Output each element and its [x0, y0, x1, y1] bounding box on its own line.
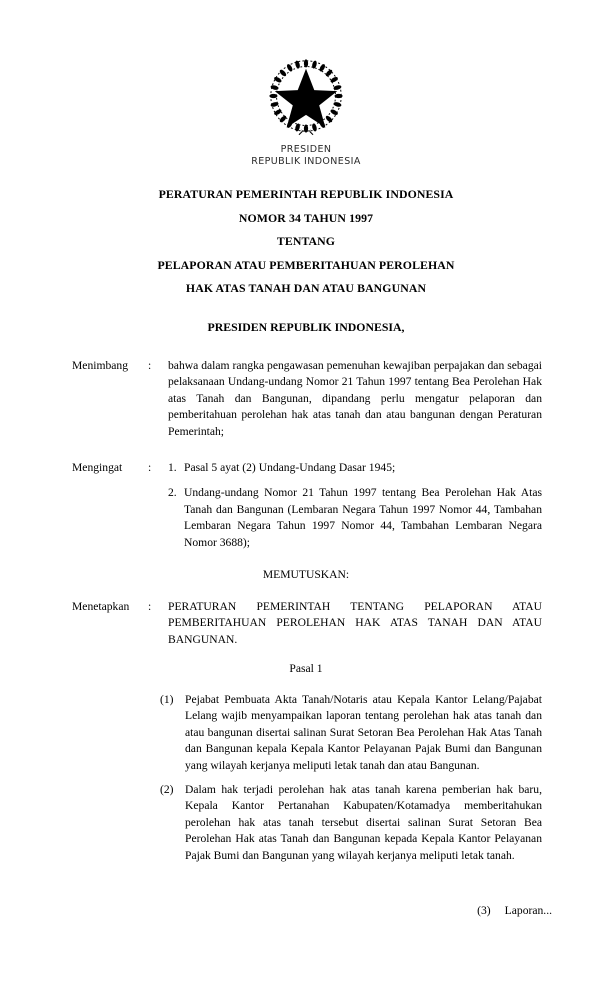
- emblem-caption-line2: REPUBLIK INDONESIA: [251, 156, 361, 167]
- menetapkan-label: Menetapkan: [72, 600, 130, 613]
- pasal-heading: Pasal 1: [289, 662, 323, 675]
- menetapkan-colon: :: [148, 600, 152, 613]
- title-line-5: HAK ATAS TANAH DAN ATAU BANGUNAN: [185, 281, 427, 295]
- menimbang-colon: :: [148, 359, 152, 372]
- mengingat-item-text: Undang-undang Nomor 21 Tahun 1997 tentang Bea Perolehan Hak Atas Tanah dan Bangunan (Lembaran Negara Tahun 1997 Nomor 44, Tambahan Lembaran Negara Tahun 1997 Nomor 44, Tambahan Lembaran Negara Nomor 3688);: [184, 486, 542, 549]
- mengingat-colon: :: [148, 461, 152, 474]
- menetapkan-text: PERATURAN PEMERINTAH TENTANG PELAPORAN ATAU PEMBERITAHUAN PEROLEHAN HAK ATAS TANAH DAN ATAU BANGUNAN.: [168, 600, 542, 646]
- title-line-3: TENTANG: [276, 234, 336, 248]
- menimbang-label: Menimbang: [72, 359, 129, 372]
- pasal-1-paragraph-list: [160, 692, 542, 872]
- title-line-1: PERATURAN PEMERINTAH REPUBLIK INDONESIA: [158, 187, 454, 201]
- title-line-2: NOMOR 34 TAHUN 1997: [238, 210, 374, 225]
- mengingat-item-marker: 1.: [168, 461, 177, 474]
- title-line-4: PELAPORAN ATAU PEMBERITAHUAN PEROLEHAN: [157, 257, 455, 272]
- emblem-caption: [0, 144, 612, 168]
- pasal-paragraph-marker: (1): [160, 693, 174, 706]
- garuda-star-wreath-icon: [262, 52, 350, 140]
- pasal-paragraph-text: Pejabat Pembuata Akta Tanah/Notaris atau Kepala Kantor Lelang/Pajabat Lelang wajib menyampaikan laporan tentang perolehan hak atas tanah dan atau bangunan disertai salinan Surat Setoran Bea Perolehan Hak Atas Tanah dan Bangunan kepala Kepala Kantor Pelayanan Pajak Bumi dan Bangunan yang wilayah kerjanya meliputi letak tanah dan atau Bangunan.: [185, 693, 542, 772]
- pasal-paragraph: [160, 692, 542, 774]
- footer-catchword-text: Laporan...: [504, 904, 552, 917]
- footer-catchword: [0, 904, 552, 917]
- mengingat-item-text: Pasal 5 ayat (2) Undang-Undang Dasar 1945;: [184, 461, 396, 474]
- mengingat-label: Mengingat: [72, 461, 123, 474]
- pasal-paragraph-text: Dalam hak terjadi perolehan hak atas tanah karena pemberian hak baru, Kepala Kantor Pertanahan Kabupaten/Kotamadya memberitahukan perolehan hak atas tanah tersebut disertai salinan Surat Setoran Bea Perolehan Hak atas Tanah dan Bangunan kepada Kepala Kantor Pelayanan Pajak Bumi dan Bangunan yang wilayah kerjanya meliputi letak tanah.: [185, 783, 542, 862]
- pasal-paragraph-marker: (2): [160, 783, 174, 797]
- menetapkan-clause: [72, 599, 542, 648]
- mengingat-clause: [72, 460, 542, 551]
- mengingat-item: [168, 460, 542, 476]
- presidential-emblem-block: [0, 52, 612, 168]
- mengingat-list: [168, 460, 542, 551]
- emblem-caption-line1: PRESIDEN: [280, 144, 332, 155]
- menimbang-clause: [72, 358, 542, 440]
- menimbang-text: bahwa dalam rangka pengawasan pemenuhan kewajiban perpajakan dan sebagai pelaksanaan Undang-undang Nomor 21 Tahun 1997 tentang Bea Perolehan Hak atas Tanah dan Bangunan, dipandang perlu mengatur pelaporan dan pemberitahuan perolehan hak atas tanah dan atau bangunan dengan Peraturan Pemerintah;: [168, 359, 542, 438]
- memutuskan-heading: MEMUTUSKAN:: [262, 568, 350, 581]
- mengingat-item-marker: 2.: [168, 486, 177, 500]
- document-title-block: [60, 183, 552, 301]
- presiden-republik-indonesia-heading: PRESIDEN REPUBLIK INDONESIA,: [207, 320, 405, 334]
- pasal-paragraph: [160, 782, 542, 864]
- footer-catchword-marker: (3): [477, 904, 491, 917]
- mengingat-item: [168, 485, 542, 551]
